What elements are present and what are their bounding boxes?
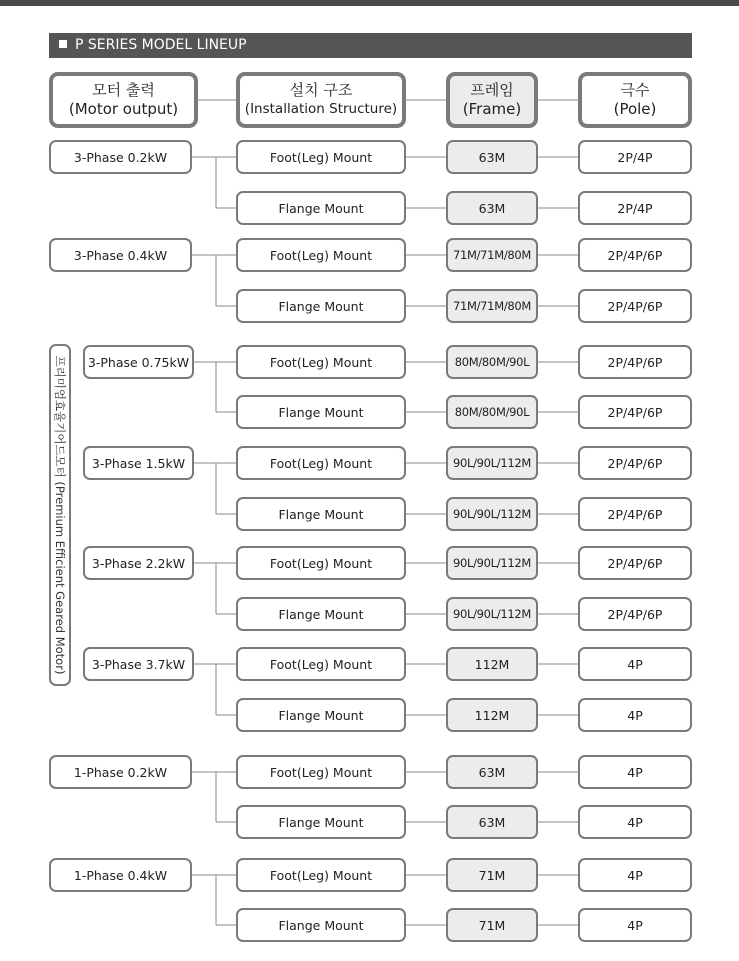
- group-label-premium-efficient: [49, 344, 71, 686]
- pole-box: 4P: [578, 755, 692, 789]
- frame-box: 63M: [446, 805, 538, 839]
- mount-box: Flange Mount: [236, 191, 406, 225]
- header-installation-structure: [236, 72, 406, 128]
- motor-output-box: 1-Phase 0.4kW: [49, 858, 192, 892]
- frame-box: 80M/80M/90L: [446, 395, 538, 429]
- mount-box: Flange Mount: [236, 698, 406, 732]
- frame-box: 71M/71M/80M: [446, 289, 538, 323]
- frame-box: 63M: [446, 140, 538, 174]
- frame-box: 90L/90L/112M: [446, 546, 538, 580]
- mount-box: Foot(Leg) Mount: [236, 140, 406, 174]
- section-title: P SERIES MODEL LINEUP: [75, 37, 247, 53]
- header-motor-output-en: (Motor output): [68, 100, 179, 118]
- header-pole-ko: 극수: [620, 81, 650, 99]
- frame-box: 71M: [446, 858, 538, 892]
- pole-box: 2P/4P/6P: [578, 238, 692, 272]
- header-frame-ko: 프레임: [470, 81, 514, 99]
- pole-box: 4P: [578, 805, 692, 839]
- frame-box: 112M: [446, 698, 538, 732]
- group-label-text: 프리미엄효율기어드모터 (Premium Efficient Geared Motor): [53, 355, 67, 675]
- pole-box: 2P/4P/6P: [578, 546, 692, 580]
- mount-box: Flange Mount: [236, 497, 406, 531]
- mount-box: Foot(Leg) Mount: [236, 755, 406, 789]
- mount-box: Flange Mount: [236, 805, 406, 839]
- frame-box: 63M: [446, 755, 538, 789]
- pole-box: 2P/4P/6P: [578, 497, 692, 531]
- header-motor-output: [49, 72, 198, 128]
- motor-output-box: 3-Phase 0.4kW: [49, 238, 192, 272]
- pole-box: 2P/4P/6P: [578, 395, 692, 429]
- pole-box: 2P/4P/6P: [578, 597, 692, 631]
- pole-box: 4P: [578, 698, 692, 732]
- frame-box: 112M: [446, 647, 538, 681]
- header-installation-structure-en: (Installation Structure): [244, 101, 398, 117]
- motor-output-box: 1-Phase 0.2kW: [49, 755, 192, 789]
- frame-box: 90L/90L/112M: [446, 446, 538, 480]
- pole-box: 2P/4P/6P: [578, 345, 692, 379]
- motor-output-box: 3-Phase 0.75kW: [83, 345, 194, 379]
- pole-box: 2P/4P/6P: [578, 289, 692, 323]
- mount-box: Flange Mount: [236, 395, 406, 429]
- frame-box: 90L/90L/112M: [446, 597, 538, 631]
- header-pole-en: (Pole): [613, 100, 657, 118]
- mount-box: Foot(Leg) Mount: [236, 858, 406, 892]
- header-motor-output-ko: 모터 출력: [92, 81, 155, 99]
- pole-box: 2P/4P: [578, 191, 692, 225]
- frame-box: 80M/80M/90L: [446, 345, 538, 379]
- frame-box: 90L/90L/112M: [446, 497, 538, 531]
- header-pole: [578, 72, 692, 128]
- pole-box: 4P: [578, 647, 692, 681]
- mount-box: Foot(Leg) Mount: [236, 546, 406, 580]
- motor-output-box: 3-Phase 3.7kW: [83, 647, 194, 681]
- header-installation-structure-ko: 설치 구조: [289, 81, 353, 99]
- mount-box: Flange Mount: [236, 597, 406, 631]
- mount-box: Foot(Leg) Mount: [236, 647, 406, 681]
- pole-box: 2P/4P/6P: [578, 446, 692, 480]
- motor-output-box: 3-Phase 2.2kW: [83, 546, 194, 580]
- header-frame: [446, 72, 538, 128]
- mount-box: Flange Mount: [236, 908, 406, 942]
- pole-box: 4P: [578, 908, 692, 942]
- mount-box: Foot(Leg) Mount: [236, 446, 406, 480]
- motor-output-box: 3-Phase 1.5kW: [83, 446, 194, 480]
- motor-output-box: 3-Phase 0.2kW: [49, 140, 192, 174]
- pole-box: 2P/4P: [578, 140, 692, 174]
- frame-box: 71M/71M/80M: [446, 238, 538, 272]
- header-frame-en: (Frame): [462, 100, 522, 118]
- frame-box: 71M: [446, 908, 538, 942]
- frame-box: 63M: [446, 191, 538, 225]
- mount-box: Foot(Leg) Mount: [236, 345, 406, 379]
- mount-box: Flange Mount: [236, 289, 406, 323]
- mount-box: Foot(Leg) Mount: [236, 238, 406, 272]
- pole-box: 4P: [578, 858, 692, 892]
